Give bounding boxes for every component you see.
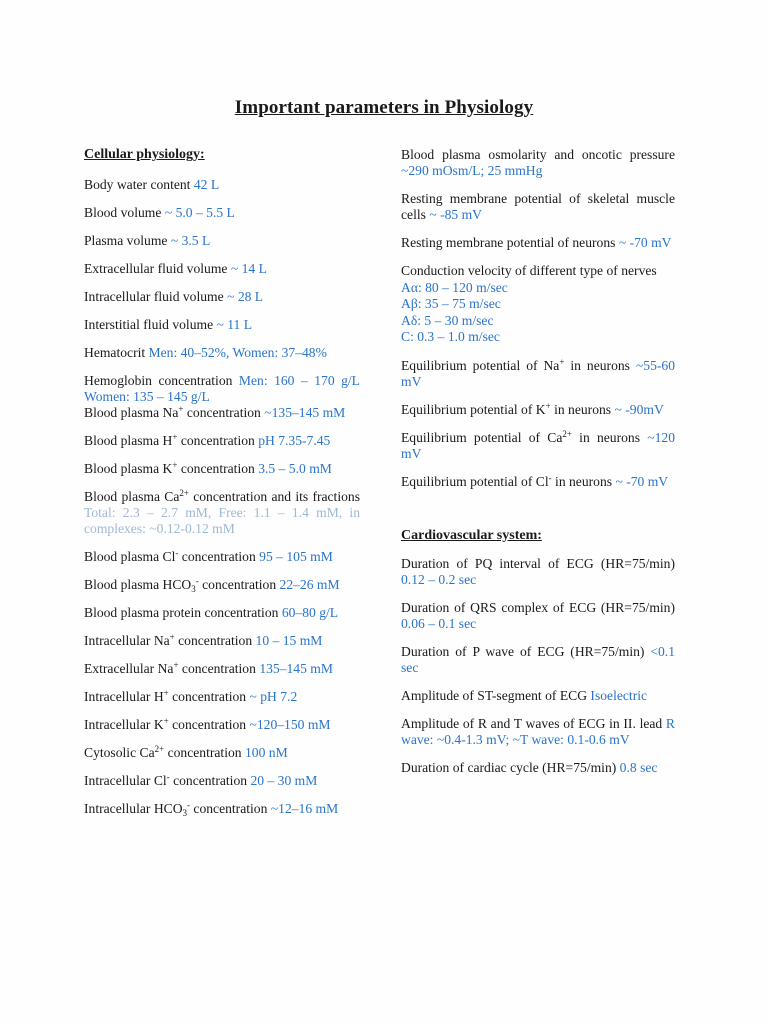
param-plasma-ca: Blood plasma $Ca^{2+}$ concentration and its fractions Total: 2.3 – 2.7 mM, Free: 1.1 – 1.4 mM, in complexes: ~0.12-0.12 mM [84, 488, 360, 536]
param-plasma-protein: Blood plasma protein concentration 60–80 g/L [84, 605, 339, 620]
param-body-water: Body water content 42 L [84, 177, 220, 192]
param-pq-interval: Duration of PQ interval of ECG (HR=75/min) 0.12 – 0.2 sec [401, 555, 675, 587]
param-cardiac-cycle: Duration of cardiac cycle (HR=75/min) 0.8 sec [401, 759, 658, 775]
page-title: Important parameters in Physiology [234, 97, 534, 118]
param-plasma-na: Blood plasma Na+ concentration ~135–145 mM [84, 404, 346, 420]
section-heading-cellular: Cellular physiology: [84, 147, 205, 162]
param-rmp-muscle: Resting membrane potential of skeletal muscle cells ~ -85 mV [401, 191, 675, 222]
param-interstitial-volume: Interstitial fluid volume ~ 11 L [84, 317, 253, 332]
param-st-segment: Amplitude of ST-segment of ECG Isoelectric [401, 687, 648, 703]
right-column [401, 147, 675, 776]
param-plasma-volume: Plasma volume ~ 3.5 L [84, 233, 211, 248]
param-intracellular-h: Intracellular H+ concentration ~ pH 7.2 [84, 688, 298, 704]
param-ecf-volume: Extracellular fluid volume ~ 14 L [84, 261, 267, 276]
param-hematocrit: Hematocrit Men: 40–52%, Women: 37–48% [84, 345, 327, 360]
param-p-wave: Duration of P wave of ECG (HR=75/min) <0.1 sec [401, 643, 675, 675]
param-eq-cl: Equilibrium potential of Cl- in neurons ~ -70 mV [401, 472, 669, 489]
param-intracellular-hco3: Intracellular $HCO_3^-$ concentration ~12–16 mM [84, 800, 339, 818]
param-intracellular-cl: Intracellular Cl- concentration 20 – 30 mM [84, 772, 318, 788]
param-eq-k: Equilibrium potential of K+ in neurons ~ -90mV [401, 400, 664, 417]
param-intracellular-na: Intracellular Na+ concentration 10 – 15 mM [84, 632, 323, 648]
param-extracellular-na: Extracellular Na+ concentration 135–145 mM [84, 660, 333, 676]
param-osmolarity: Blood plasma osmolarity and oncotic pressure ~290 mOsm/L; 25 mmHg [401, 147, 675, 178]
param-eq-na: Equilibrium potential of Na+ in neurons ~55-60 mV [401, 356, 676, 389]
param-r-t-amplitude: Amplitude of R and T waves of ECG in II. lead R wave: ~0.4-1.3 mV; ~T wave: 0.1-0.6 mV [401, 715, 675, 747]
param-plasma-k: Blood plasma K+ concentration 3.5 – 5.0 mM [84, 460, 332, 476]
section-heading-cardiovascular: Cardiovascular system: [401, 527, 542, 543]
param-icf-volume: Intracellular fluid volume ~ 28 L [84, 289, 264, 304]
conduction-line: Aβ: 35 – 75 m/sec [401, 296, 501, 311]
conduction-line: Aδ: 5 – 30 m/sec [401, 312, 494, 328]
param-qrs-complex: Duration of QRS complex of ECG (HR=75/min) 0.06 – 0.1 sec [401, 599, 675, 631]
param-rmp-neurons: Resting membrane potential of neurons ~ -70 mV [401, 235, 672, 250]
param-intracellular-k: Intracellular K+ concentration ~120–150 mM [84, 716, 331, 732]
param-cytosolic-ca: Cytosolic $Ca^{2+}$ concentration 100 nM [84, 744, 288, 760]
conduction-line: Aα: 80 – 120 m/sec [401, 279, 508, 295]
param-conduction-velocity: Conduction velocity of different type of nerves Aα: 80 – 120 m/sec Aβ: 35 – 75 m/sec Aδ: 5 – 30 m/sec C: 0.3 – 1.0 m/sec [401, 263, 675, 346]
param-plasma-h: Blood plasma H+ concentration pH 7.35-7.45 [84, 432, 331, 448]
param-plasma-hco3: Blood plasma $HCO_3^-$ concentration 22–26 mM [84, 576, 340, 594]
param-blood-volume: Blood volume ~ 5.0 – 5.5 L [84, 205, 235, 220]
param-eq-ca: Equilibrium potential of $Ca^{2+}$ in neurons ~120 mV [401, 428, 675, 461]
conduction-line: C: 0.3 – 1.0 m/sec [401, 329, 500, 344]
param-hemoglobin: Hemoglobin concentration Men: 160 – 170 g/L Women: 135 – 145 g/L [84, 373, 360, 404]
left-column [84, 147, 360, 817]
param-plasma-cl: Blood plasma Cl- concentration 95 – 105 mM [84, 548, 333, 564]
